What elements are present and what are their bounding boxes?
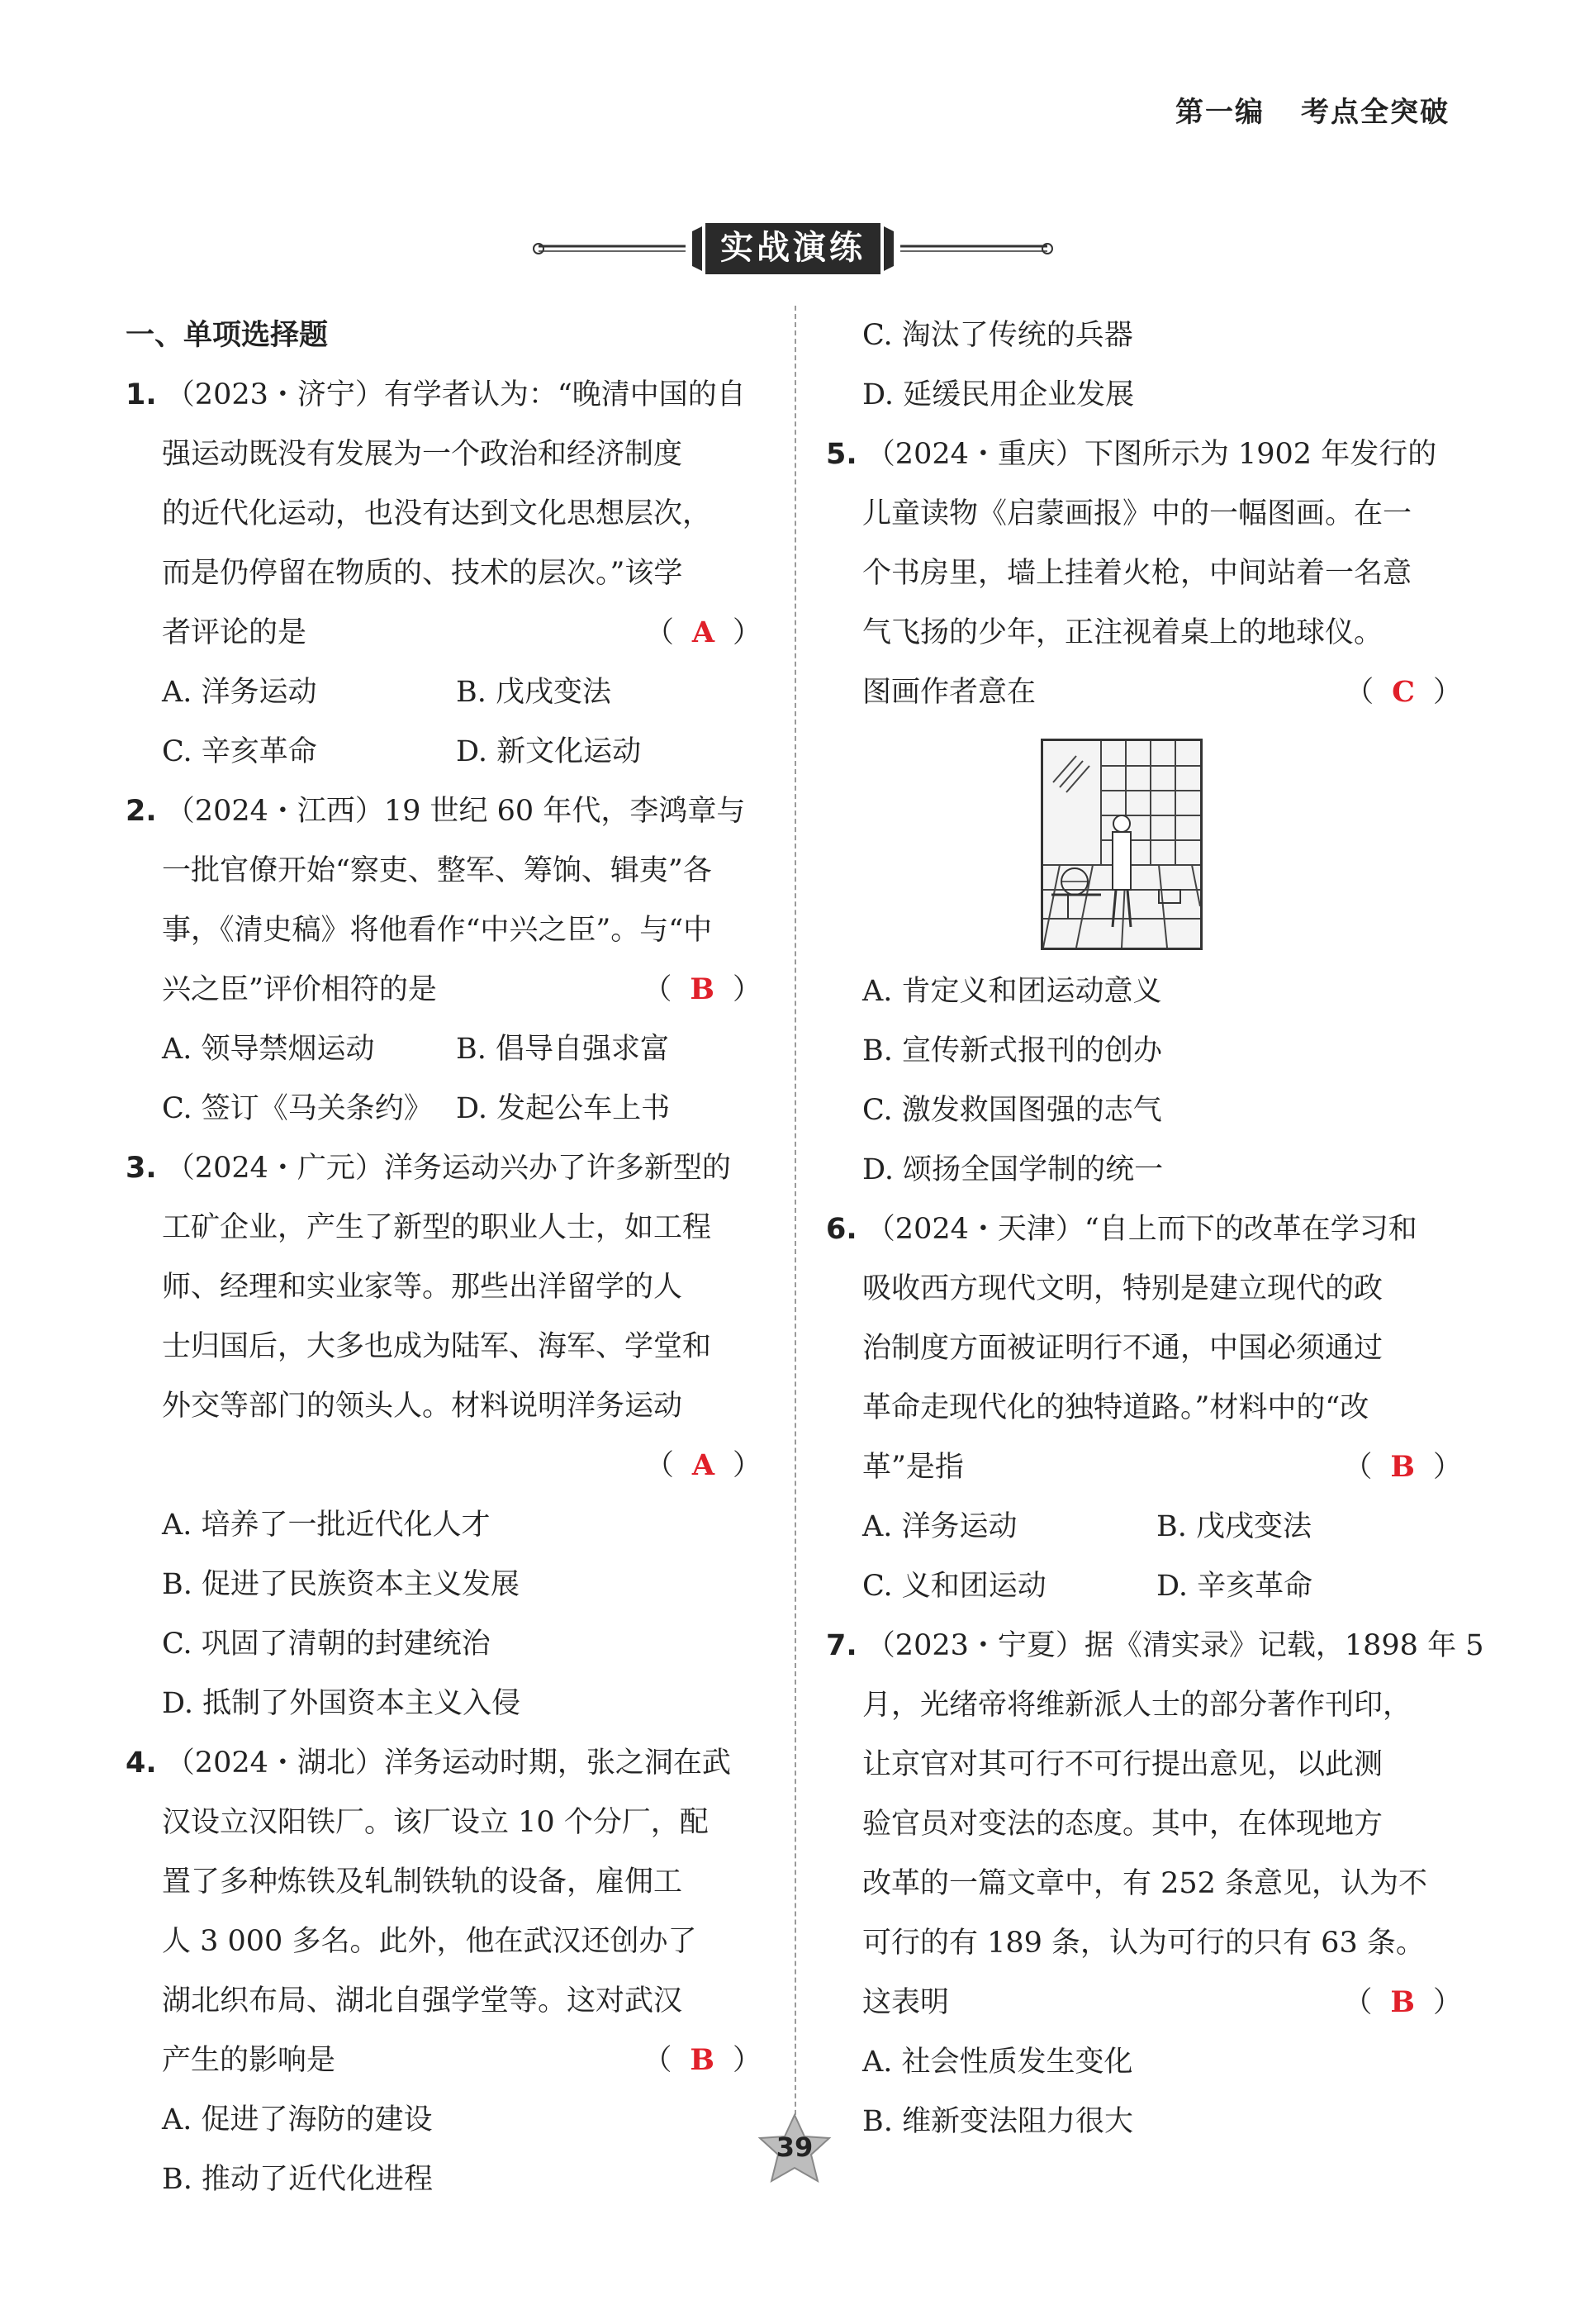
option-b: B. 倡导自强求富 (456, 1033, 669, 1066)
option-a: A. 促进了海防的建设 (162, 2103, 433, 2136)
question-1 (126, 365, 762, 782)
question-text: 革”是指 (862, 1451, 964, 1484)
question-text: 让京官对其可行不可行提出意见，以此测 (862, 1748, 1384, 1781)
question-text: 治制度方面被证明行不通，中国必须通过 (862, 1332, 1384, 1365)
option-d: D. 发起公车上书 (456, 1092, 671, 1125)
question-text: 儿童读物《启蒙画报》中的一幅图画。在一 (862, 497, 1412, 530)
option-d: D. 延缓民用企业发展 (862, 378, 1135, 411)
question-text: 工矿企业，产生了新型的职业人士，如工程 (162, 1211, 712, 1244)
answer-bracket: （ A ） (644, 1448, 762, 1482)
option-c: C. 巩固了清朝的封建统治 (162, 1628, 491, 1661)
option-a: A. 洋务运动 (862, 1510, 1018, 1543)
option-b: B. 戊戌变法 (1156, 1510, 1312, 1543)
option-c: C. 辛亥革命 (162, 735, 317, 768)
option-d: D. 辛亥革命 (1156, 1570, 1313, 1603)
question-text: （2024・重庆）下图所示为 1902 年发行的 (866, 438, 1437, 471)
page-number-badge (753, 2113, 836, 2188)
question-text: （2024・湖北）洋务运动时期，张之洞在武 (165, 1747, 731, 1780)
option-c: C. 淘汰了传统的兵器 (862, 319, 1133, 352)
question-text: 外交等部门的领头人。材料说明洋务运动 (162, 1390, 683, 1423)
question-number: 5. (826, 438, 857, 471)
question-text: 图画作者意在 (862, 676, 1037, 709)
right-column (826, 306, 1484, 2151)
question-text: （2023・宁夏）据《清实录》记载，1898 年 5 (866, 1629, 1484, 1662)
answer-letter: A (691, 1448, 714, 1482)
page-number: 39 (776, 2132, 814, 2163)
answer-bracket: （ A ） (644, 615, 762, 649)
question-4 (126, 1733, 762, 2209)
question-7 (826, 1616, 1484, 2151)
question-text: （2023・济宁）有学者认为：“晚清中国的自 (165, 378, 746, 411)
option-a: A. 培养了一批近代化人才 (162, 1509, 491, 1542)
header-title: 考点全突破 (1301, 96, 1450, 129)
question-5 (826, 425, 1462, 1200)
question-text: 验官员对变法的态度。其中，在体现地方 (862, 1808, 1384, 1841)
question-number: 2. (126, 795, 157, 828)
question-number: 3. (126, 1152, 157, 1185)
question-text: 的近代化运动，也没有达到文化思想层次， (162, 497, 712, 530)
question-text: （2024・广元）洋务运动兴办了许多新型的 (165, 1152, 731, 1185)
question-text: 湖北织布局、湖北自强学堂等。这对武汉 (162, 1984, 683, 2017)
option-a: A. 肯定义和团运动意义 (862, 975, 1162, 1008)
answer-letter: B (690, 2043, 714, 2077)
answer-bracket: （ B ） (1343, 1985, 1462, 2019)
question-number: 7. (826, 1629, 857, 1662)
question-text: 汉设立汉阳铁厂。该厂设立 10 个分厂，配 (162, 1806, 709, 1839)
column-divider (795, 306, 796, 2148)
banner-title: 实战演练 (720, 229, 866, 267)
option-b: B. 推动了近代化进程 (162, 2163, 433, 2196)
question-text: 强运动既没有发展为一个政治和经济制度 (162, 438, 683, 471)
option-b: B. 戊戌变法 (456, 676, 611, 709)
header-part: 第一编 (1175, 96, 1265, 129)
question-text: 兴之臣”评价相符的是 (162, 973, 437, 1006)
study-room-illustration-icon (1043, 741, 1200, 948)
question-text: 人 3 000 多名。此外，他在武汉还创办了 (162, 1925, 697, 1958)
question-text: 者评论的是 (162, 616, 307, 649)
option-c: C. 义和团运动 (862, 1570, 1047, 1603)
question-text: 事，《清史稿》将他看作“中兴之臣”。与“中 (162, 914, 713, 947)
question-3 (126, 1138, 762, 1733)
question-text: 革命走现代化的独特道路。”材料中的“改 (862, 1391, 1369, 1424)
running-header (1175, 89, 1450, 130)
question-text: 置了多种炼铁及轧制铁轨的设备，雇佣工 (162, 1865, 683, 1899)
section-banner (529, 216, 1057, 283)
question-text: 这表明 (862, 1986, 950, 2019)
option-a: A. 领导禁烟运动 (162, 1033, 375, 1066)
answer-letter: B (1390, 1450, 1415, 1484)
answer-letter: B (690, 972, 714, 1006)
question-text: 一批官僚开始“察吏、整军、筹饷、辑夷”各 (162, 854, 712, 887)
question-text: 师、经理和实业家等。那些出洋留学的人 (162, 1271, 683, 1304)
option-b: B. 维新变法阻力很大 (862, 2105, 1133, 2138)
question-text: 可行的有 189 条，认为可行的只有 63 条。 (862, 1927, 1425, 1960)
question-text: 个书房里，墙上挂着火枪，中间站着一名意 (862, 557, 1412, 590)
question-text: 士归国后，大多也成为陆军、海军、学堂和 (162, 1330, 712, 1363)
option-d: D. 新文化运动 (456, 735, 642, 768)
answer-letter: A (691, 615, 714, 649)
question-number: 4. (126, 1747, 157, 1780)
option-c: C. 激发救国图强的志气 (862, 1094, 1162, 1127)
answer-bracket: （ C ） (1345, 675, 1462, 709)
left-column (126, 306, 762, 2209)
question-text: 气飞扬的少年，正注视着桌上的地球仪。 (862, 616, 1384, 649)
option-a: A. 洋务运动 (162, 676, 317, 709)
question-text: 月，光绪帝将维新派人士的部分著作刊印， (862, 1689, 1412, 1722)
question-text: 产生的影响是 (162, 2044, 336, 2077)
answer-letter: C (1392, 675, 1415, 709)
option-d: D. 颂扬全国学制的统一 (862, 1153, 1164, 1186)
question-text: 改革的一篇文章中，有 252 条意见，认为不 (862, 1867, 1428, 1900)
answer-bracket: （ B ） (643, 2043, 762, 2077)
question-2 (126, 782, 762, 1138)
illustration-image (1041, 739, 1203, 950)
option-b: B. 宣传新式报刊的创办 (862, 1034, 1162, 1067)
answer-bracket: （ B ） (643, 972, 762, 1006)
question-6 (826, 1200, 1462, 1616)
answer-bracket: （ B ） (1343, 1450, 1462, 1484)
option-d: D. 抵制了外国资本主义入侵 (162, 1687, 521, 1720)
question-number: 6. (826, 1213, 857, 1246)
question-text: （2024・天津）“自上而下的改革在学习和 (866, 1213, 1417, 1246)
section-title: 一、单项选择题 (126, 319, 329, 352)
question-number: 1. (126, 378, 157, 411)
question-text: （2024・江西）19 世纪 60 年代，李鸿章与 (165, 795, 746, 828)
answer-letter: B (1390, 1985, 1415, 2019)
option-c: C. 签订《马关条约》 (162, 1092, 433, 1125)
question-text: 而是仍停留在物质的、技术的层次。”该学 (162, 557, 683, 590)
option-a: A. 社会性质发生变化 (862, 2046, 1133, 2079)
question-text: 吸收西方现代文明，特别是建立现代的政 (862, 1272, 1384, 1305)
option-b: B. 促进了民族资本主义发展 (162, 1568, 520, 1601)
